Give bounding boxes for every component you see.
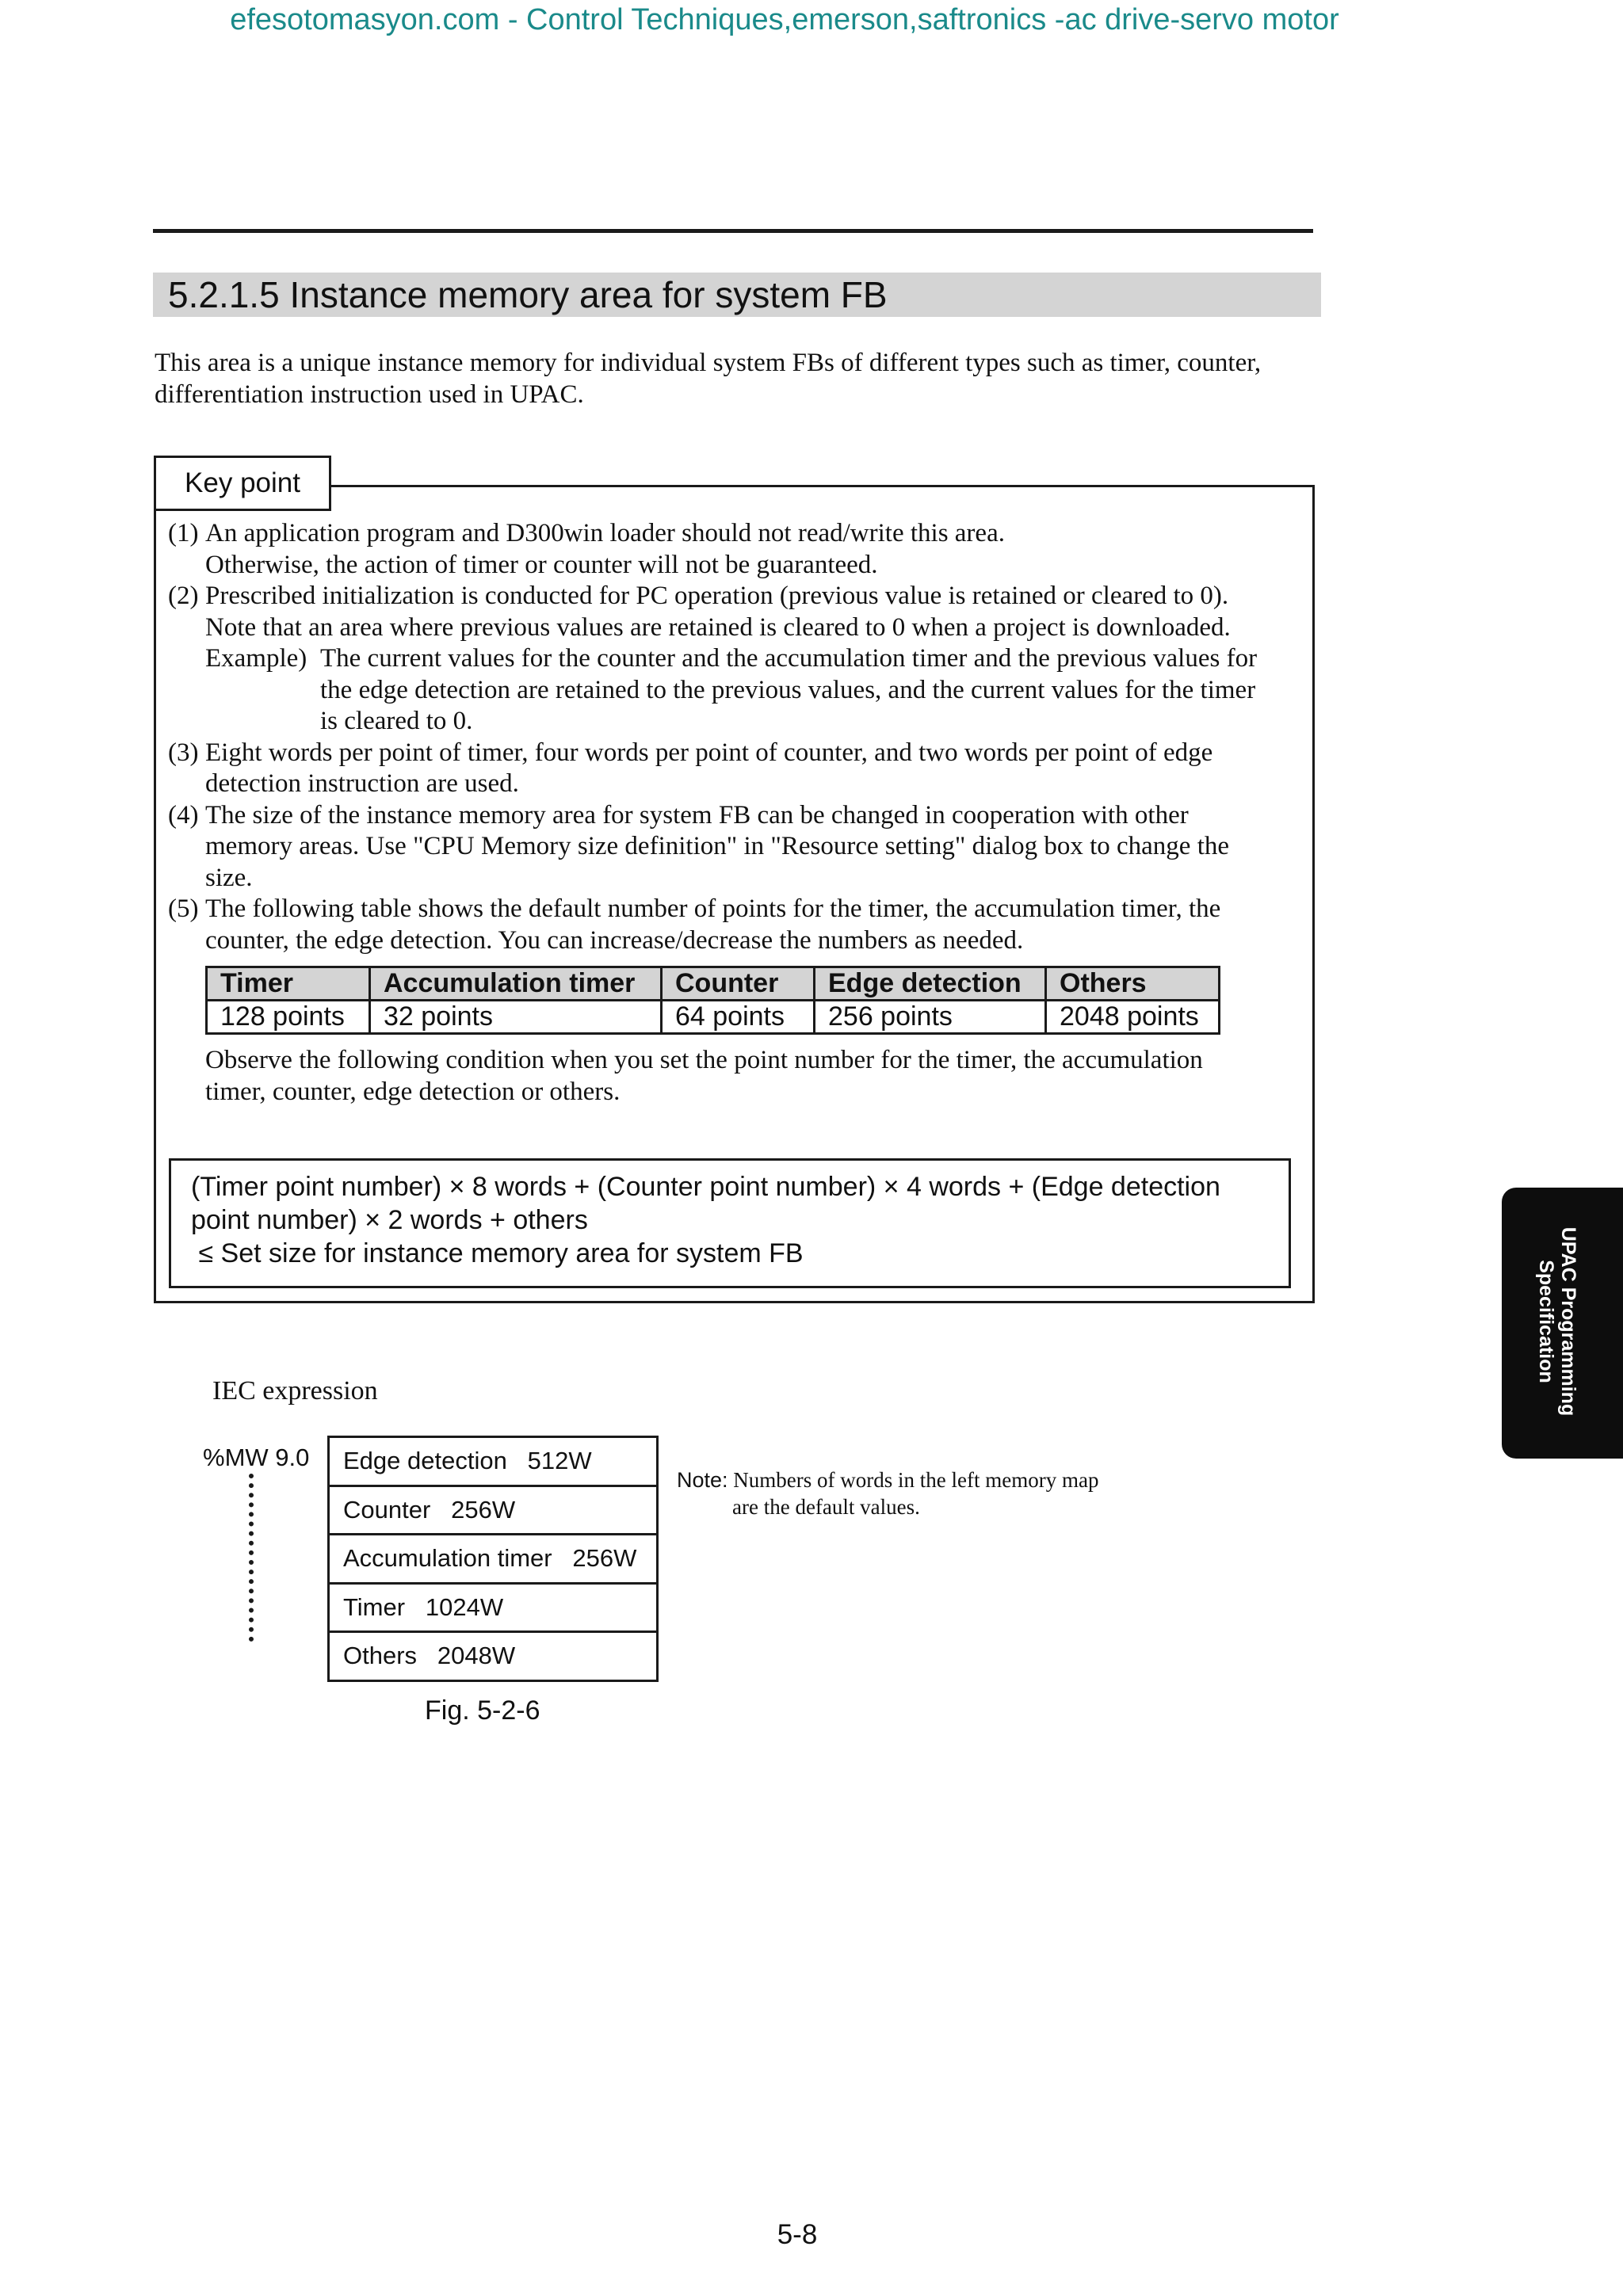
- table-cell: 128 points: [207, 1001, 370, 1034]
- intro-line: This area is a unique instance memory for individual system FBs of different types such as timer, counter,: [155, 349, 1262, 377]
- observe-line: Observe the following condition when you set the point number for the timer, the accumulation: [205, 1046, 1203, 1074]
- item-line: Otherwise, the action of timer or counter will not be guaranteed.: [205, 550, 878, 579]
- table-row: [207, 1001, 1220, 1034]
- observe-paragraph: [205, 1045, 1299, 1108]
- table-header-row: [207, 967, 1220, 1001]
- item-line: The following table shows the default number of points for the timer, the accumulation timer, the: [205, 894, 1221, 923]
- table-cell: 64 points: [662, 1001, 815, 1034]
- side-tab-line: Specification: [1535, 1260, 1557, 1383]
- chapter-side-tab-label: [1535, 1227, 1579, 1416]
- example-line: is cleared to 0.: [320, 707, 473, 735]
- item-line: An application program and D300win loader should not read/write this area.: [205, 519, 1005, 547]
- note-label: Note:: [677, 1468, 728, 1492]
- item-line: detection instruction are used.: [205, 769, 519, 798]
- page-number: 5-8: [777, 2219, 818, 2250]
- item-line: Prescribed initialization is conducted for PC operation (previous value is retained or cleared to 0).: [205, 582, 1229, 610]
- key-point-item-2: [168, 581, 1309, 738]
- memory-map-cell: Counter 256W: [330, 1487, 656, 1536]
- formula-line: ≤ Set size for instance memory area for system FB: [191, 1238, 804, 1268]
- formula-line: (Timer point number) × 8 words + (Counter point number) × 4 words + (Edge detection: [191, 1172, 1220, 1202]
- memory-map-cell: Others 2048W: [343, 1642, 516, 1669]
- table-cell: 2048 points: [1046, 1001, 1220, 1034]
- item-line: memory areas. Use "CPU Memory size definition" in "Resource setting" dialog box to change the: [205, 832, 1230, 860]
- item-line: The size of the instance memory area for system FB can be changed in cooperation with other: [205, 800, 1189, 830]
- formula-box: [169, 1158, 1291, 1288]
- side-tab-line: UPAC Programming: [1557, 1226, 1579, 1417]
- table-header-cell: Counter: [662, 967, 815, 1001]
- example-label: Example): [205, 644, 307, 673]
- key-point-item-4: [168, 800, 1309, 894]
- memory-map-cell: Timer 1024W: [330, 1585, 656, 1634]
- intro-paragraph: [155, 347, 1327, 410]
- item-line: Eight words per point of timer, four words per point of counter, and two words per point of edge: [205, 738, 1213, 767]
- memory-map-cell: Accumulation timer 256W: [330, 1535, 656, 1585]
- table-header-cell: Edge detection: [815, 967, 1046, 1001]
- example-block: [205, 643, 1309, 738]
- item-number: (4): [168, 800, 199, 830]
- item-number: (1): [168, 519, 199, 547]
- address-dotted-line: [249, 1474, 254, 1642]
- item-number: (2): [168, 582, 199, 610]
- section-heading: 5.2.1.5 Instance memory area for system FB: [153, 273, 1321, 317]
- item-number: (3): [168, 738, 199, 767]
- key-point-label: Key point: [154, 456, 331, 511]
- item-line: size.: [205, 863, 253, 892]
- key-point-item-3: [168, 738, 1309, 800]
- formula-line: point number) × 2 words + others: [191, 1205, 588, 1235]
- figure-caption: Fig. 5-2-6: [425, 1695, 540, 1726]
- table-header-cell: Accumulation timer: [370, 967, 662, 1001]
- example-line: the edge detection are retained to the previous values, and the current values for the timer: [320, 675, 1256, 704]
- memory-map: [327, 1436, 659, 1682]
- key-point-list: [168, 518, 1309, 956]
- default-points-table: [205, 966, 1220, 1035]
- key-point-item-1: [168, 518, 1309, 581]
- iec-expression-label: IEC expression: [212, 1376, 378, 1405]
- memory-map-note: [677, 1466, 1098, 1520]
- table-cell: 256 points: [815, 1001, 1046, 1034]
- intro-line: differentiation instruction used in UPAC.: [155, 380, 584, 409]
- item-line: counter, the edge detection. You can increase/decrease the numbers as needed.: [205, 925, 1024, 955]
- table-header-cell: Timer: [207, 967, 370, 1001]
- example-line: The current values for the counter and the accumulation timer and the previous values for: [320, 644, 1258, 673]
- item-number: (5): [168, 894, 199, 923]
- start-address-label: %MW 9.0: [203, 1444, 310, 1471]
- observe-line: timer, counter, edge detection or others.: [205, 1077, 621, 1106]
- item-line: Note that an area where previous values are retained is cleared to 0 when a project is downloaded.: [205, 612, 1231, 642]
- key-point-item-5: [168, 894, 1309, 956]
- table-header-cell: Others: [1046, 967, 1220, 1001]
- top-rule-divider: [153, 229, 1313, 233]
- table-cell: 32 points: [370, 1001, 662, 1034]
- watermark-header: efesotomasyon.com - Control Techniques,emerson,saftronics -ac drive-servo motor: [230, 3, 1339, 36]
- note-text: are the default values.: [732, 1495, 920, 1519]
- note-text: Numbers of words in the left memory map: [733, 1468, 1099, 1492]
- memory-map-cell: Edge detection 512W: [330, 1438, 656, 1487]
